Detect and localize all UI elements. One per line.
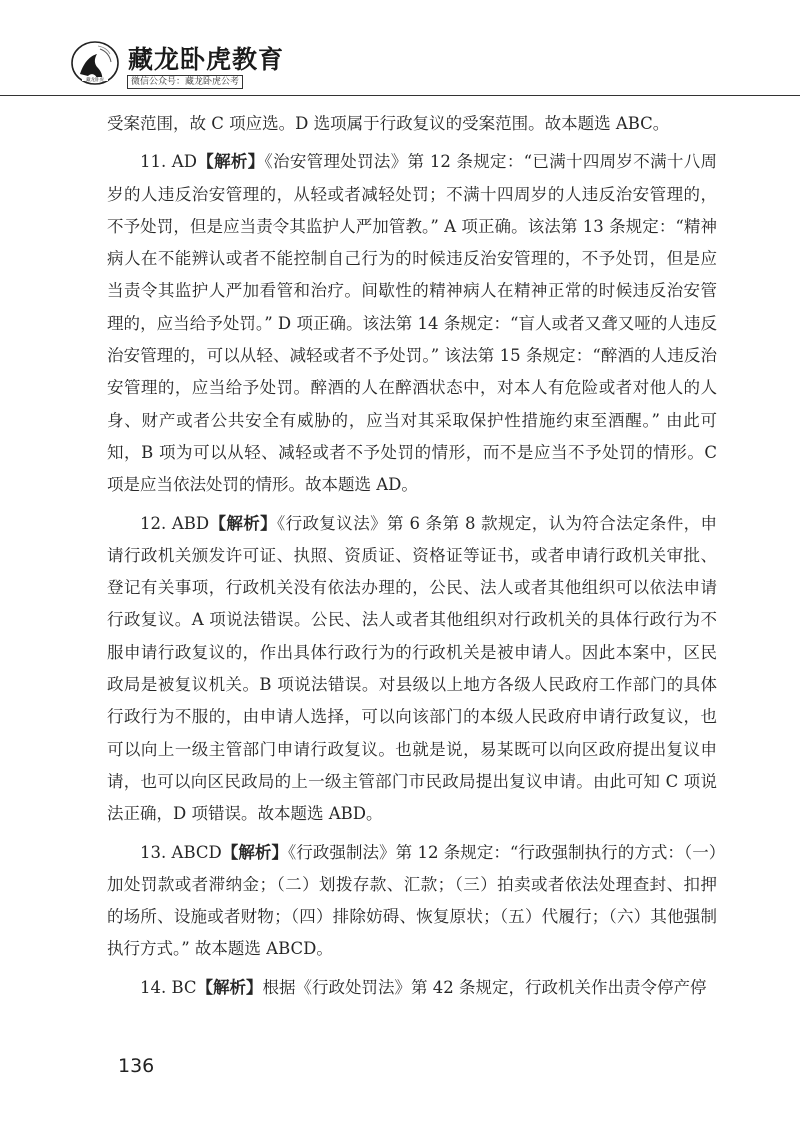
answer-text: 《治安管理处罚法》第 12 条规定：“已满十四周岁不满十八周岁的人违反治安管理的，从轻或者减轻处罚；不满十四周岁的人违反治安管理的，不予处罚，但是应当责令其监护人严加管教。” A 项正确。该法第 13 条规定：“精神病人在不能辨认或者不能控制自己行为的时候违反治安管理的，不予处罚，但是应当责令其监护人严加看管和治疗。间歇性的精神病人在精神正常的时候违反治安管理的，应当给予处罚。” D 项正确。该法第 14 条规定：“盲人或者又聋又哑的人违反治安管理的，可以从轻、减轻或者不予处罚。” 该法第 15 条规定：“醉酒的人违反治安管理的，应当给予处罚。醉酒的人在醉酒状态中，对本人有危险或者对他人的人身、财产或者公共安全有威胁的，应当对其采取保护性措施约束至酒醒。” 由此可知，B 项为可以从轻、减轻或者不予处罚的情形，而不是应当不予处罚的情形。C 项是应当依法处罚的情形。故本题选 AD。 [107,152,718,495]
analysis-tag: 【解析】 [196,152,265,172]
answer-13 [107,837,717,966]
page-number: 136 [118,1055,155,1077]
page-content [107,108,717,1004]
svg-text:藏龙卧虎: 藏龙卧虎 [86,78,104,83]
answer-11 [107,146,717,501]
answer-text: 根据《行政处罚法》第 42 条规定，行政机关作出责令停产停 [262,977,707,997]
answer-14 [107,972,717,1004]
header-divider [0,95,800,96]
brand-subtitle: 微信公众号：藏龙卧虎公考 [127,75,243,89]
answer-12 [107,508,717,831]
answer-text: 《行政复议法》第 6 条第 8 款规定，认为符合法定条件，申请行政机关颁发许可证、执照、资质证、资格证等证书，或者申请行政机关审批、登记有关事项，行政机关没有依法办理的，公民、法人或者其他组织可以依法申请行政复议。A 项说法错误。公民、法人或者其他组织对行政机关的具体行政行为不服申请行政复议的，作出具体行政行为的行政机关是被申请人。因此本案中，区民政局是被复议机关。B 项说法错误。对县级以上地方各级人民政府工作部门的具体行政行为不服的，由申请人选择，可以向该部门的本级人民政府申请行政复议，也可以向上一级主管部门申请行政复议。也就是说，易某既可以向区政府提出复议申请，也可以向区民政局的上一级主管部门市民政局提出复议申请。由此可知 C 项说法正确，D 项错误。故本题选 ABD。 [107,513,717,824]
analysis-tag: 【解析】 [209,513,278,533]
paragraph-text: 受案范围，故 C 项应选。D 选项属于行政复议的受案范围。故本题选 ABC。 [107,114,670,133]
question-number: 13. ABCD [140,842,222,862]
question-number: 14. BC [140,977,197,997]
tiger-dragon-logo-icon [70,40,120,86]
analysis-tag: 【解析】 [196,977,263,997]
answer-text: 《行政强制法》第 12 条规定：“行政强制执行的方式：（一）加处罚款或者滞纳金；（二）划拨存款、汇款；（三）拍卖或者依法处理查封、扣押的场所、设施或者财物；（四）排除妨碍、恢复原状；（五）代履行；（六）其他强制执行方式。” 故本题选 ABCD。 [107,842,718,959]
page-header [0,0,800,100]
analysis-tag: 【解析】 [221,842,288,862]
paragraph-continuation [107,108,717,140]
question-number: 12. ABD [140,513,210,533]
brand-title: 藏龙卧虎教育 [128,45,285,74]
question-number: 11. AD [140,152,197,172]
